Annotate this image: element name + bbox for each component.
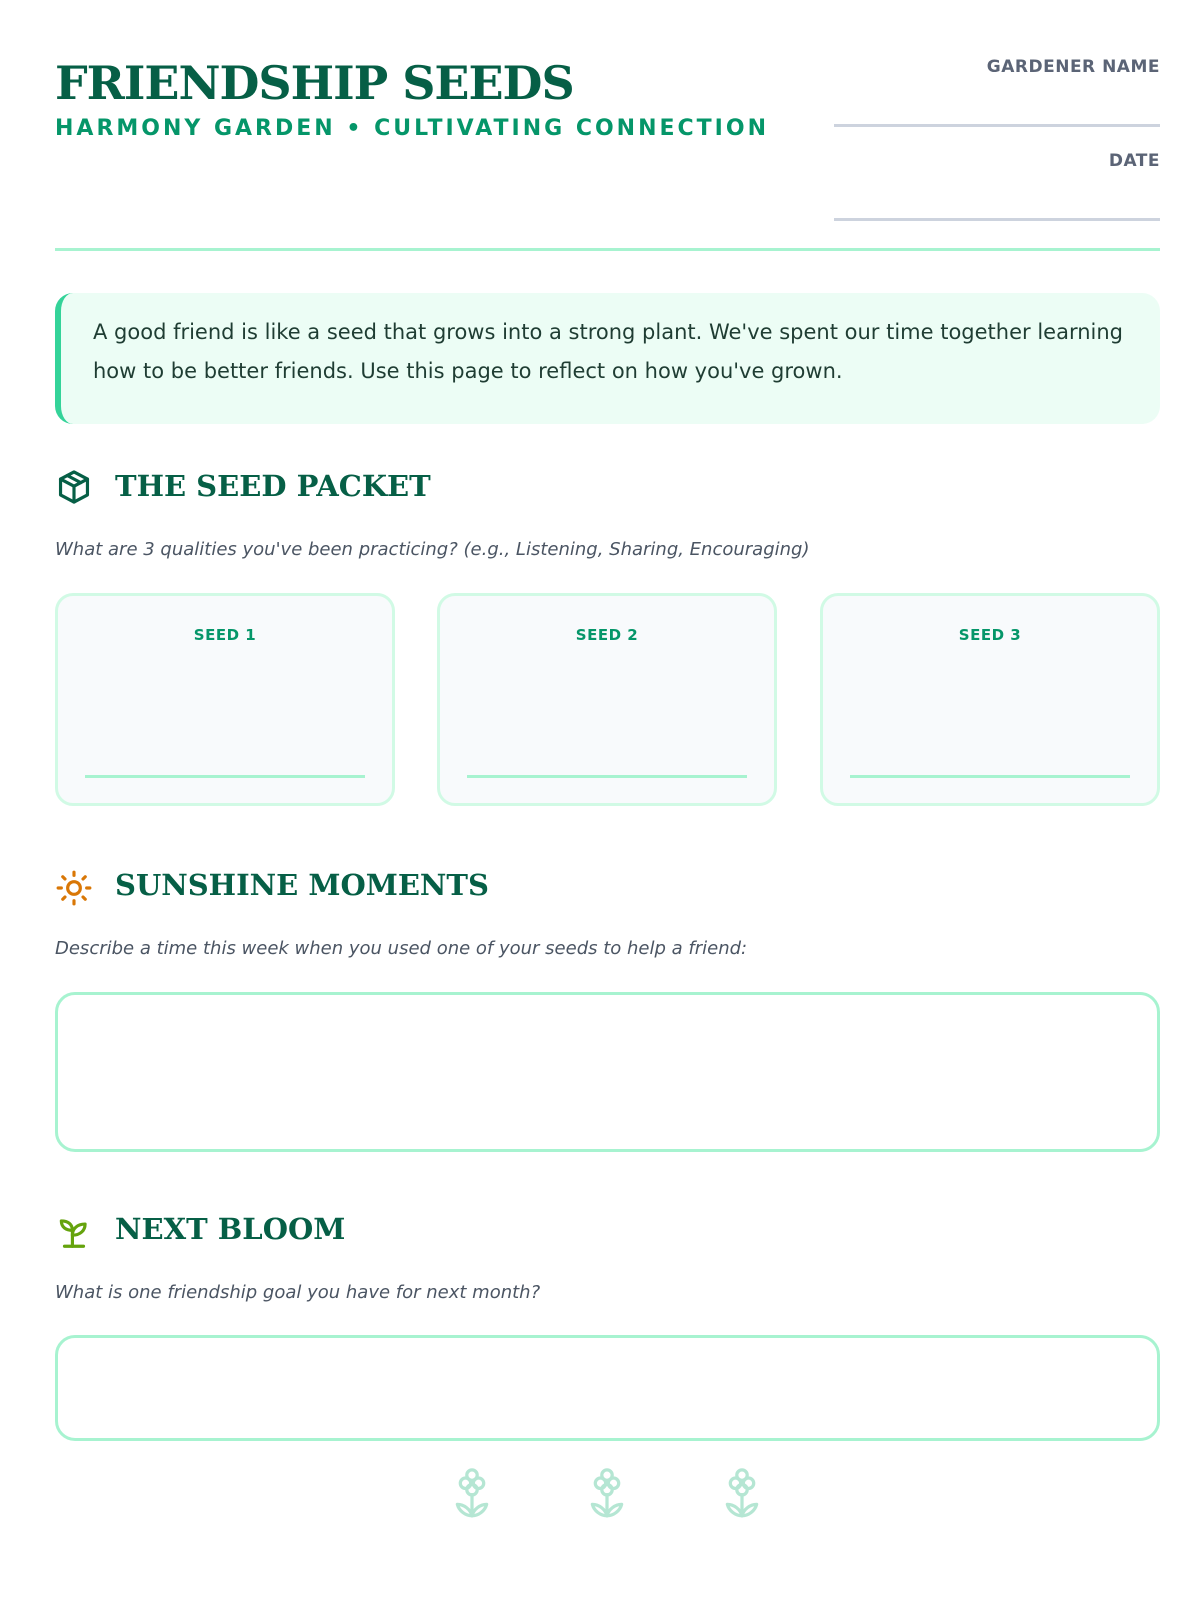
seed-label: SEED 2 [575,626,639,644]
intro-line-1: A good friend is like a seed that grows into a strong plant. We've spent our time together learning [93,320,1123,344]
seed-card-2[interactable] [437,593,777,806]
sun-icon [55,869,93,907]
flower-icon [722,1467,762,1519]
date-label: DATE [1108,151,1160,171]
seed-packet-title: THE SEED PACKET [115,469,431,503]
intro-line-2: how to be better friends. Use this page to reflect on how you've grown. [93,359,843,383]
intro-callout [55,293,1160,424]
seed-packet-prompt: What are 3 qualities you've been practicing? (e.g., Listening, Sharing, Encouraging) [55,539,810,560]
next-bloom-title: NEXT BLOOM [115,1212,346,1246]
sunshine-prompt: Describe a time this week when you used one of your seeds to help a friend: [55,938,748,959]
gardener-name-field[interactable] [834,124,1160,127]
next-bloom-answer-box[interactable] [55,1335,1160,1441]
seed-label: SEED 1 [193,626,257,644]
seed-answer-line [85,775,365,778]
date-field[interactable] [834,218,1160,221]
sprout-icon [55,1213,93,1251]
gardener-name-label: GARDENER NAME [986,57,1160,77]
sunshine-answer-box[interactable] [55,992,1160,1152]
seed-card-1[interactable] [55,593,395,806]
intro-text [93,313,1143,391]
header-divider [55,248,1160,251]
seed-label: SEED 3 [958,626,1022,644]
page-subtitle: HARMONY GARDEN • CULTIVATING CONNECTION [55,116,769,141]
seed-answer-line [850,775,1130,778]
flower-icon [452,1467,492,1519]
flower-icon [587,1467,627,1519]
seed-card-3[interactable] [820,593,1160,806]
page-title: FRIENDSHIP SEEDS [55,56,574,110]
package-icon [55,468,93,506]
seed-answer-line [467,775,747,778]
sunshine-title: SUNSHINE MOMENTS [115,868,489,902]
next-bloom-prompt: What is one friendship goal you have for next month? [55,1282,541,1303]
